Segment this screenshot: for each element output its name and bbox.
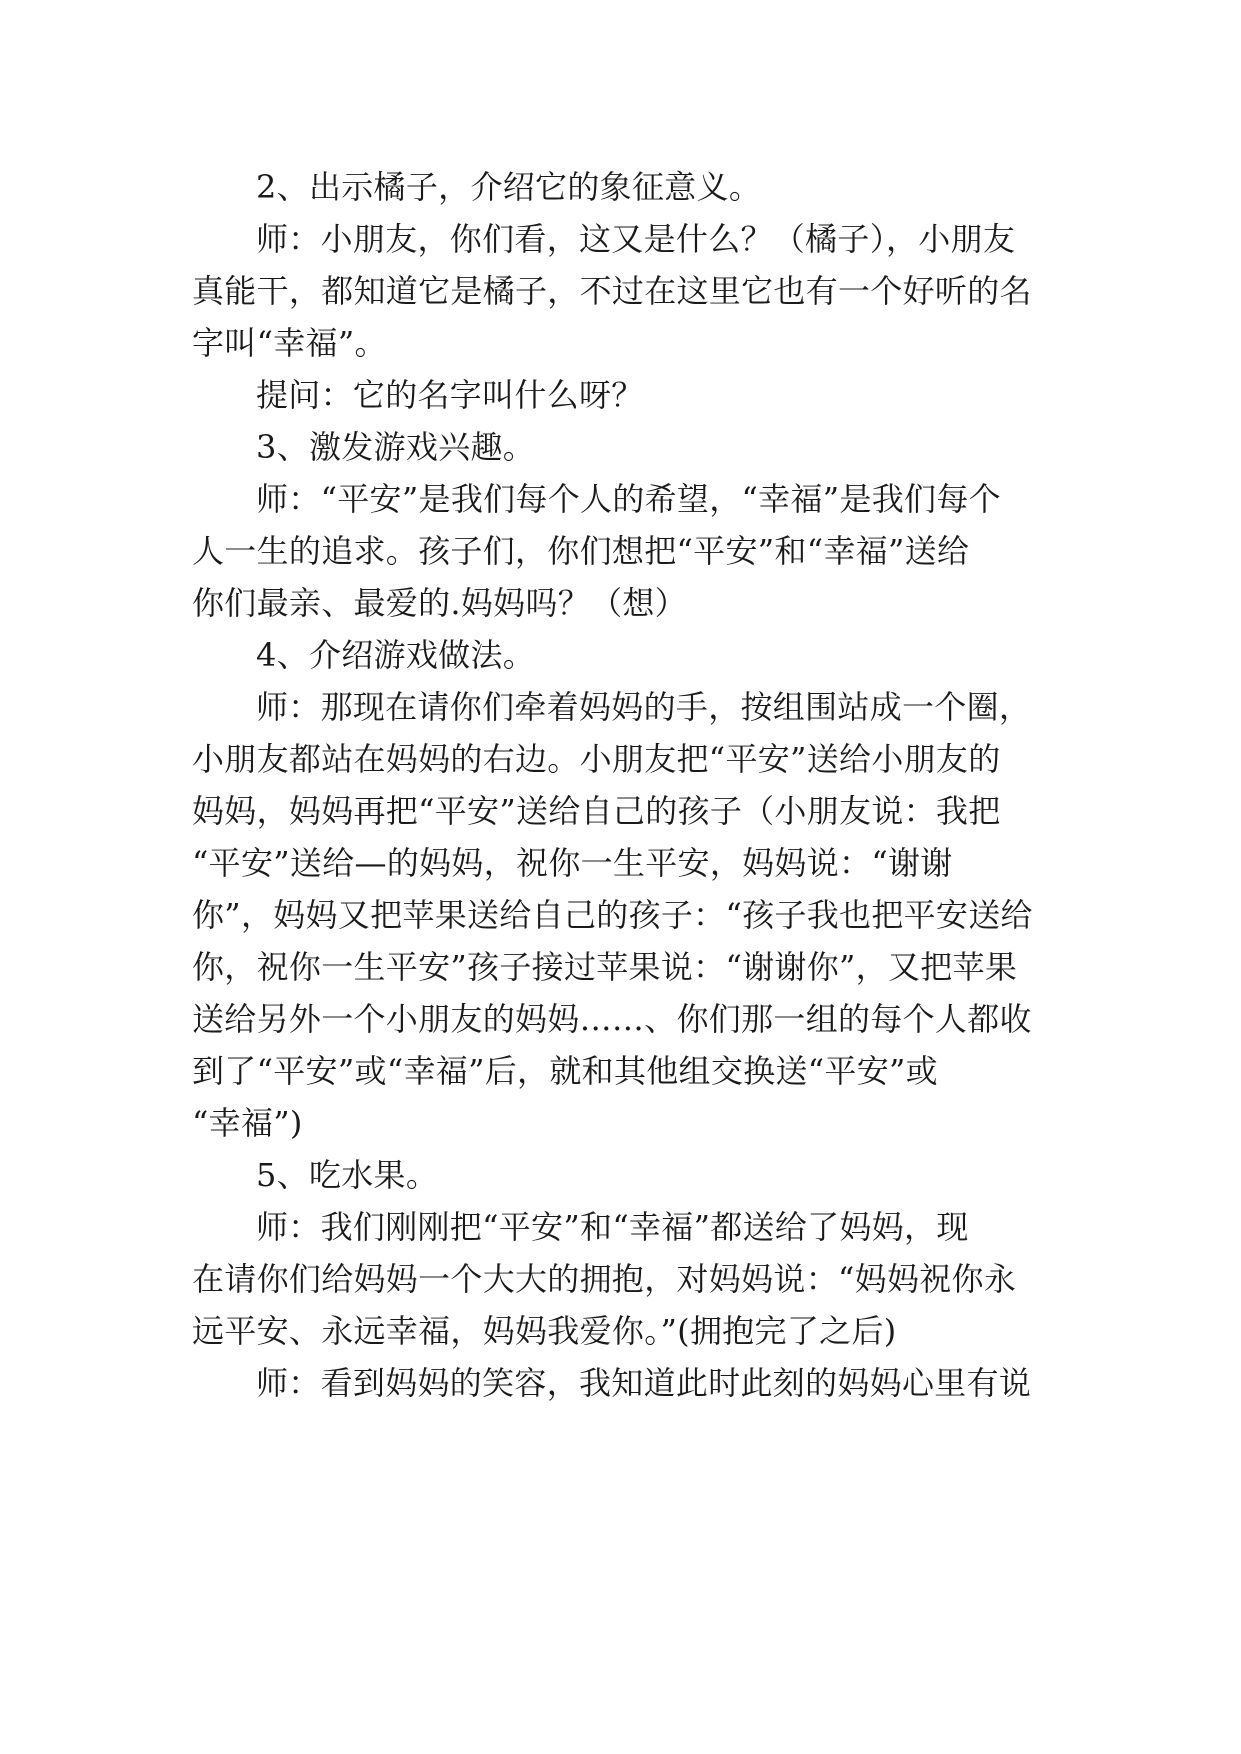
- paragraph-line: 师：那现在请你们牵着妈妈的手，按组围站成一个圈，: [256, 688, 1032, 726]
- paragraph-line: 你们最亲、最爱的.妈妈吗？（想）: [192, 584, 687, 622]
- paragraph-line: 到了“平安”或“幸福”后，就和其他组交换送“平安”或: [192, 1052, 938, 1090]
- paragraph-line: “幸福”): [192, 1104, 303, 1142]
- paragraph-line: 师：小朋友，你们看，这又是什么？（橘子），小朋友: [256, 220, 1016, 258]
- heading-step-2: 2、出示橘子，介绍它的象征意义。: [256, 168, 762, 206]
- paragraph-line: 真能干，都知道它是橘子，不过在这里它也有一个好听的名: [192, 272, 1032, 310]
- paragraph-line: 妈妈，妈妈再把“平安”送给自己的孩子（小朋友说：我把: [192, 792, 1001, 830]
- paragraph-line: 师：“平安”是我们每个人的希望，“幸福”是我们每个: [256, 480, 1001, 518]
- paragraph-line: 小朋友都站在妈妈的右边。小朋友把“平安”送给小朋友的: [192, 740, 1001, 778]
- paragraph-line: 在请你们给妈妈一个大大的拥抱，对妈妈说：“妈妈祝你永: [192, 1260, 1017, 1298]
- paragraph-line: 你，祝你一生平安”孩子接过苹果说：“谢谢你”，又把苹果: [192, 948, 1018, 986]
- paragraph-line: “平安”送给—的妈妈，祝你一生平安，妈妈说：“谢谢: [192, 844, 953, 882]
- paragraph-line: 师：我们刚刚把“平安”和“幸福”都送给了妈妈，现: [256, 1208, 969, 1246]
- paragraph-line: 远平安、永远幸福，妈妈我爱你。”(拥抱完了之后): [192, 1312, 897, 1350]
- paragraph-line: 人一生的追求。孩子们，你们想把“平安”和“幸福”送给: [192, 532, 970, 570]
- heading-step-4: 4、介绍游戏做法。: [256, 636, 536, 674]
- paragraph-line: 你”，妈妈又把苹果送给自己的孩子：“孩子我也把平安送给: [192, 896, 1033, 934]
- heading-step-5: 5、吃水果。: [256, 1156, 439, 1194]
- question-line: 提问：它的名字叫什么呀？: [256, 376, 644, 414]
- heading-step-3: 3、激发游戏兴趣。: [256, 428, 536, 466]
- paragraph-line: 字叫“幸福”。: [192, 324, 387, 362]
- paragraph-line: 送给另外一个小朋友的妈妈……、你们那一组的每个人都收: [192, 1000, 1032, 1038]
- paragraph-line: 师：看到妈妈的笑容，我知道此时此刻的妈妈心里有说: [256, 1364, 1032, 1402]
